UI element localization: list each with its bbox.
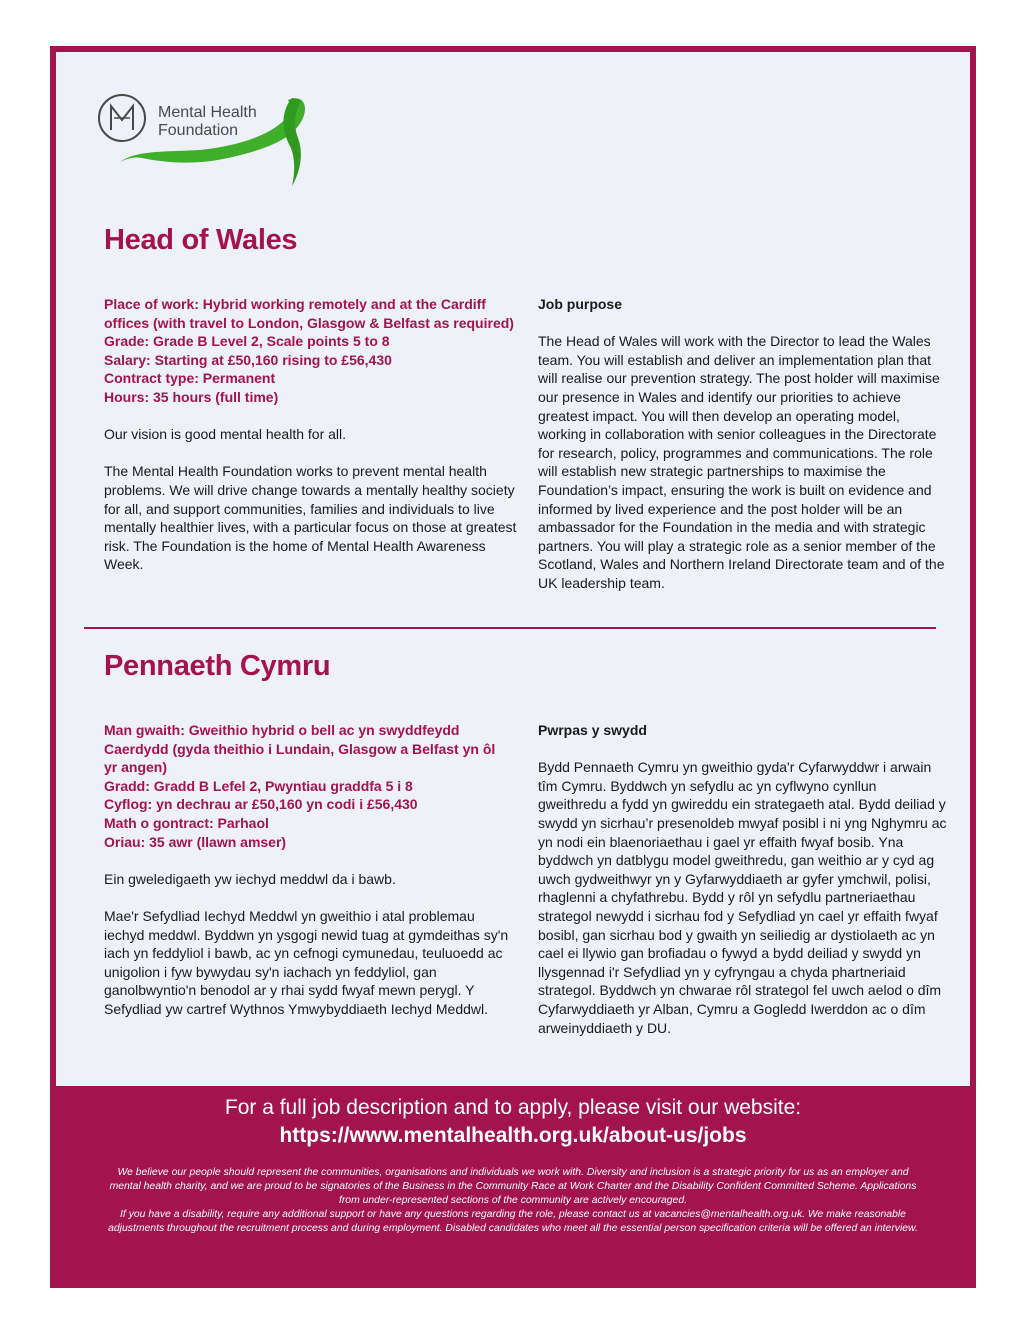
welsh-right-column (538, 721, 948, 1056)
logo-text (158, 104, 257, 140)
purpose-text: The Head of Wales will work with the Director to lead the Wales team. You will establish and deliver an implementation plan that will realise our prevention strategy. The post holder will maximise our presence in Wales and identify our priorities to achieve greatest impact. You will then develop an operating model, working in collaboration with senior colleagues in the Directorate for research, policy, programmes and communications. The role will establish new strategic partnerships to maximise the Foundation’s impact, ensuring the work is built on evidence and informed by lived experience and the post holder will be an ambassador for the Foundation in the media and with strategic partners. You will play a strategic role as a senior member of the Scotland, Wales and Northern Ireland Directorate team and of the UK leadership team. (538, 333, 945, 591)
logo (96, 88, 326, 194)
title-english: Head of Wales (104, 224, 298, 256)
title-welsh: Pennaeth Cymru (104, 650, 331, 682)
english-left-column (104, 295, 518, 593)
footer (56, 1094, 970, 1236)
logo-line1: Mental Health (158, 104, 257, 121)
vision-text: Ein gweledigaeth yw iechyd meddwl da i bawb. (104, 870, 396, 887)
purpose-heading: Job purpose (538, 296, 623, 312)
english-right-column (538, 295, 948, 611)
welsh-meta (104, 721, 512, 851)
footer-cta: For a full job description and to apply, please visit our website: (224, 1096, 802, 1119)
meta-contract: Math o gontract: Parhaol (104, 814, 269, 831)
meta-grade: Grade: Grade B Level 2, Scale points 5 to 8 (104, 333, 390, 350)
section-divider (84, 627, 936, 629)
vision-text: Our vision is good mental health for all. (104, 426, 347, 443)
purpose-text: Bydd Pennaeth Cymru yn gweithio gyda'r Cyfarwyddwr i arwain tîm Cymru. Byddwch yn sefydlu ac yn cyflwyno cynllun gweithredu a fydd yn gwireddu ein strategaeth atal. Bydd deiliad y swydd yn sicrhau’r presenoldeb mwyaf posibl i ni yng Nghymru ac yn nodi ein blaenoriaethau i gael yr effaith fwyaf bosib. Yna byddwch yn datblygu model gweithredu, gan weithio ar y cyd ag uwch gydweithwyr yn y Gyfarwyddiaeth ar gyfer ymchwil, polisi, rhaglenni a chyfathrebu. Bydd y rôl yn sefydlu partneriaethau strategol newydd i sicrhau fod y Sefydliad yn cael yr effaith fwyaf bosibl, gan sicrhau bod y gwaith yn seiliedig ar dystiolaeth ac yn cael ei llywio gan brofiadau o fywyd a bydd deiliad y swydd yn llysgennad i'r Sefydliad yn y cyfryngau a chyda phartneriaid strategol. Byddwch yn chwarae rôl strategol fel uwch aelod o dîm Cyfarwyddiaeth yr Alban, Cymru a Gogledd Iwerddon ac o dîm arweinyddiaeth y DU. (538, 759, 947, 1036)
english-meta (104, 295, 518, 407)
disability-statement: If you have a disability, require any additional support or have any questions regarding the role, please contact us at vacancies@mentalhealth.org.uk. We make reasonable adjustments throughout the recruitment process and during employment. Disabled candidates who meet all the essential person specification criteria will be offered an interview. (108, 1209, 918, 1234)
jobs-link[interactable]: https://www.mentalhealth.org.uk/about-us/jobs (279, 1124, 747, 1147)
meta-salary: Salary: Starting at £50,160 rising to £56,430 (104, 351, 392, 368)
purpose-heading: Pwrpas y swydd (538, 722, 647, 738)
about-text: Mae'r Sefydliad Iechyd Meddwl yn gweithio i atal problemau iechyd meddwl. Byddwn yn ysgogi newid tuag at gymdeithas sy'n iach yn feddyliol i bawb, ac yn cefnogi cymunedau, teuluoedd ac unigolion i fyw bywydau sy'n iachach yn feddyliol, gan ganolbwyntio'n benodol ar y rhai sydd fwyaf mewn perygl. Y Sefydliad yw cartref Wythnos Ymwybyddiaeth Iechyd Meddwl. (104, 907, 509, 1017)
meta-contract: Contract type: Permanent (104, 370, 276, 387)
logo-line2: Foundation (158, 122, 239, 139)
meta-grade: Gradd: Gradd B Lefel 2, Pwyntiau graddfa 5 i 8 (104, 777, 413, 794)
meta-place: Place of work: Hybrid working remotely and at the Cardiff offices (with travel to London, Glasgow & Belfast as required) (104, 296, 514, 331)
footer-fine-print (102, 1166, 924, 1236)
diversity-statement: We believe our people should represent the communities, organisations and individuals we work with. Diversity and inclusion is a strategic priority for us as an employer and mental health charity, and we are proud to be signatories of the Business in the Community Race at Work Charter and the Disability Confident Committed Scheme. Applications from under-represented sections of the community are actively encouraged. (109, 1167, 917, 1206)
meta-hours: Hours: 35 hours (full time) (104, 388, 279, 405)
meta-salary: Cyflog: yn dechrau ar £50,160 yn codi i £56,430 (104, 796, 418, 813)
meta-place: Man gwaith: Gweithio hybrid o bell ac yn swyddfeydd Caerdydd (gyda theithio i Lundain, Glasgow a Belfast yn ôl yr angen) (104, 722, 496, 776)
meta-hours: Oriau: 35 awr (llawn amser) (104, 833, 287, 850)
about-text: The Mental Health Foundation works to prevent mental health problems. We will drive change towards a mentally healthy society for all, and support communities, families and individuals to live mentally healthier lives, with a particular focus on those at greatest risk. The Foundation is the home of Mental Health Awareness Week. (104, 463, 517, 573)
welsh-left-column (104, 721, 512, 1037)
